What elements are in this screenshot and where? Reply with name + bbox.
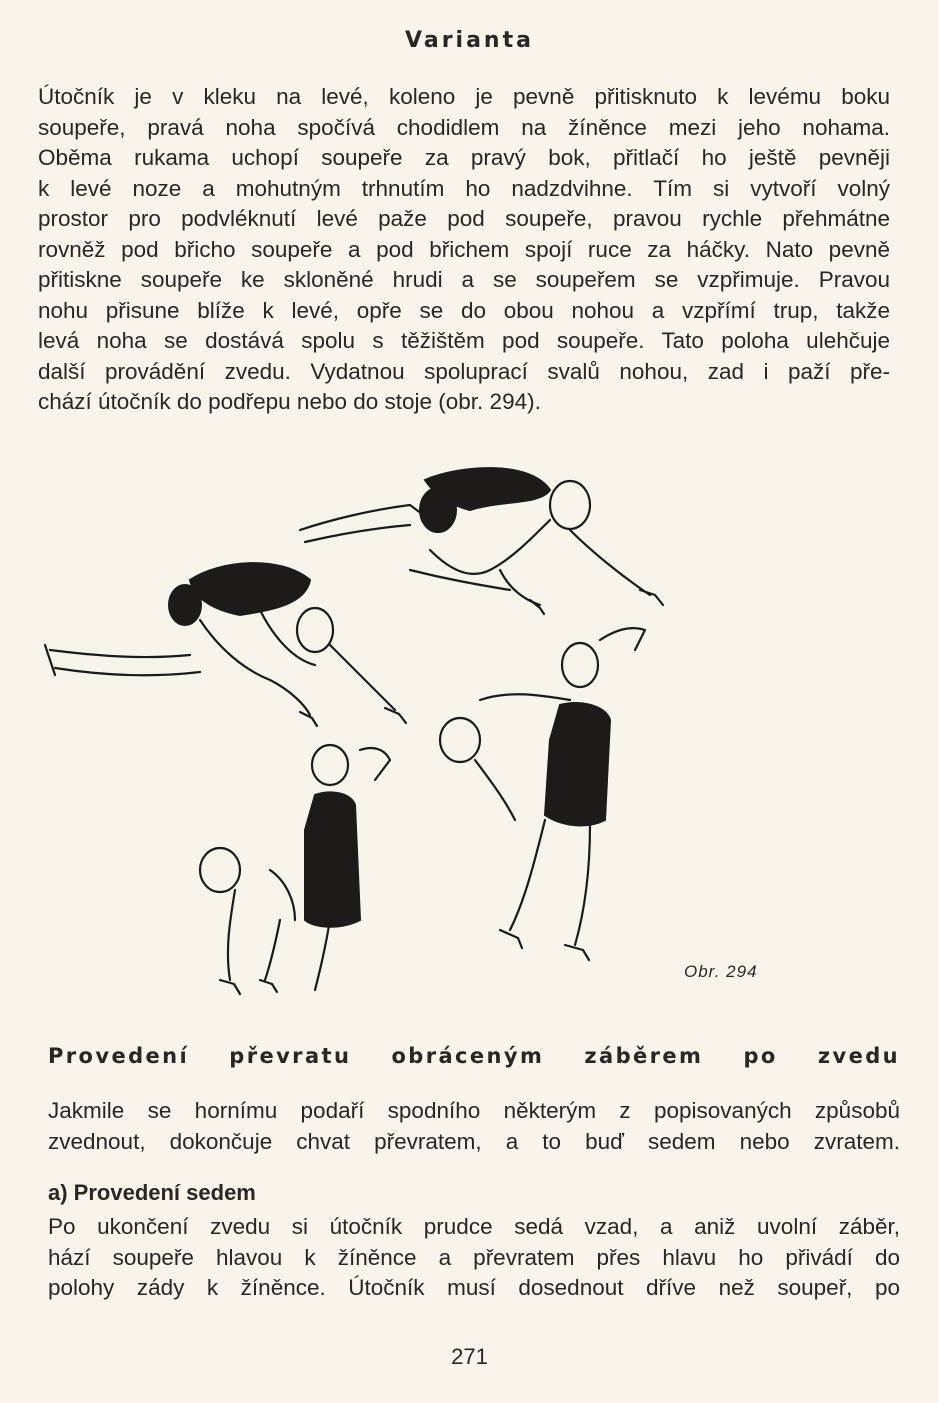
text-line: zvednout, dokončuje chvat převratem, a to buď sedem nebo zvratem. [48,1128,900,1154]
wrestling-illustration [30,450,890,1010]
wrestlers-pair-top-right [300,468,663,614]
text-line: Oběma rukama uchopí soupeře za pravý bok, přitlačí ho ještě pevněji [38,145,890,170]
text-line: Po ukončení zvedu si útočník prudce sedá vzad, a aniž uvolní záběr, [48,1214,900,1239]
text-line: levá noha se dostává spolu s těžištěm pod soupeře. Tato poloha ulehčuje [38,328,890,353]
text-line: další provádění zvedu. Vydatnou spoluprací svalů nohou, zad i paží pře- [38,358,890,384]
figure-caption: Obr. 294 [684,962,758,981]
text-line: Jakmile se hornímu podaří spodního některým z popisovaných způsobů [48,1098,900,1123]
page-number: 271 [451,1344,488,1369]
wrestlers-pair-bottom-middle [200,745,390,994]
text-line: soupeře, pravá noha spočívá chodidlem na žíněnce mezi jeho nohama. [38,114,890,140]
paragraph-variant [38,82,890,418]
text-line: Útočník je v kleku na levé, koleno je pevně přitisknuto k levému boku [38,84,890,109]
text-line: k levé noze a mohutným trhnutím ho nadzdvihne. Tím si vytvoří volný [38,175,890,201]
text-line: hází soupeře hlavou k žíněnce a převratem přes hlavu ho přivádí do [48,1244,900,1270]
wrestlers-pair-lift-right [440,628,645,960]
text-line: polohy zády k žíněnce. Útočník musí dosednout dříve než soupeř, po [48,1275,900,1300]
text-line: nohu přisune blíže k levé, opře se do obou nohou a vzpřímí trup, takže [38,297,890,323]
section-heading: Provedení převratu obráceným záběrem po zvedu [48,1044,900,1068]
text-line: chází útočník do podřepu nebo do stoje (obr. 294). [38,389,541,414]
wrestlers-pair-left [45,563,406,726]
paragraph-sedem [48,1212,900,1304]
subsection-heading: a) Provedení sedem [48,1180,256,1205]
text-line: rovněž pod břicho soupeře a pod břichem spojí ruce za háčky. Nato pevně [38,236,890,262]
paragraph-intro [48,1096,900,1157]
variant-heading: Varianta [405,28,534,53]
text-line: přitiskne soupeře ke skloněné hrudi a se soupeřem se vzpřimuje. Pravou [38,267,890,292]
text-line: prostor pro podvléknutí levé paže pod soupeře, pravou rychle přehmátne [38,206,890,231]
